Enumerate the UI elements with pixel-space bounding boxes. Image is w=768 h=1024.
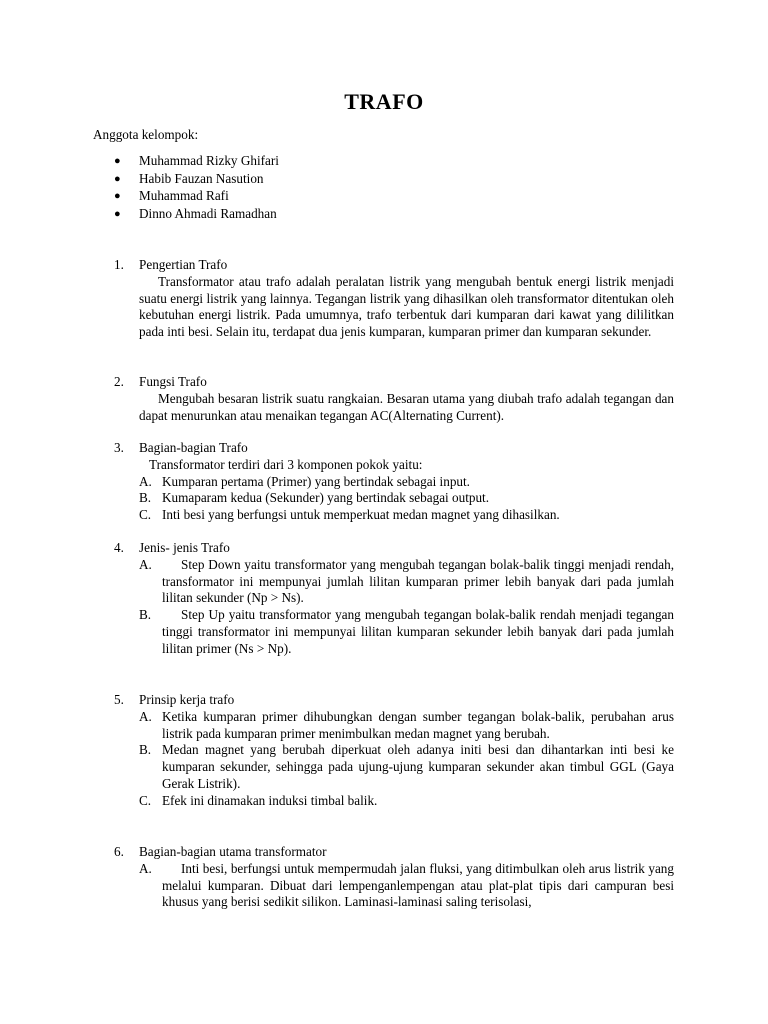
section-jenis	[114, 540, 674, 658]
item-text: Kumparan pertama (Primer) yang bertindak sebagai input.	[162, 473, 470, 489]
member-name: Muhammad Rizky Ghifari	[139, 153, 279, 168]
bullet-icon: ●	[114, 190, 121, 202]
principle-list	[114, 709, 674, 810]
item-text: Inti besi, berfungsi untuk mempermudah jalan fluksi, yang ditimbulkan oleh arus listrik yang melalui kumparan. Dibuat dari lempenganlempengan atau plat-plat tipis dari campuran besi khusus yang berisi sedikit silikon. Laminasi-laminasi saling terisolasi,	[162, 860, 674, 910]
section-number: 5.	[114, 692, 124, 707]
component-list	[114, 474, 674, 524]
item-text: Step Up yaitu transformator yang mengubah tegangan bolak-balik rendah menjadi tegangan tinggi transformator ini mempunyai lilitan kumparan sekunder lebih banyak dari pada jumlah lilitan primer (Ns > Np).	[162, 607, 674, 656]
member-item	[114, 188, 279, 206]
section-title: Bagian-bagian Trafo	[139, 440, 248, 455]
member-item	[114, 206, 279, 224]
member-name: Habib Fauzan Nasution	[139, 170, 264, 186]
item-letter: B.	[139, 742, 152, 758]
section-number: 6.	[114, 844, 124, 859]
item-letter: C.	[139, 792, 152, 808]
item-text: Step Down yaitu transformator yang mengubah tegangan bolak-balik tinggi menjadi rendah, transformator ini mempunyai jumlah lilitan kumparan primer lebih banyak dari pada jumlah lilitan sekunder (Np > Ns).	[162, 556, 674, 606]
section-title: Fungsi Trafo	[139, 374, 207, 389]
list-item	[114, 557, 674, 607]
member-item	[114, 153, 279, 171]
section-paragraph: Mengubah besaran listrik suatu rangkaian. Besaran utama yang diubah trafo adalah tegangan dan dapat menurunkan atau menaikan tegangan AC(Alternating Current).	[139, 390, 674, 423]
section-prinsip	[114, 692, 674, 810]
item-text: Efek ini dinamakan induksi timbal balik.	[162, 792, 378, 808]
section-number: 1.	[114, 257, 124, 272]
list-item	[114, 607, 674, 657]
member-name: Muhammad Rafi	[139, 188, 229, 203]
member-item	[114, 171, 279, 189]
section-title: Pengertian Trafo	[139, 257, 228, 272]
section-fungsi	[114, 374, 674, 424]
list-item	[114, 474, 674, 491]
list-item	[114, 861, 674, 911]
section-paragraph: Transformator terdiri dari 3 komponen pokok yaitu:	[149, 456, 423, 472]
section-number: 3.	[114, 440, 124, 455]
section-title: Prinsip kerja trafo	[139, 692, 235, 707]
members-list	[114, 153, 279, 223]
main-parts-list	[114, 861, 674, 911]
bullet-icon: ●	[114, 172, 121, 185]
section-title: Jenis- jenis Trafo	[139, 540, 230, 555]
type-list	[114, 557, 674, 658]
bullet-icon: ●	[114, 155, 121, 167]
list-item	[114, 793, 674, 810]
section-bagian	[114, 440, 674, 524]
section-paragraph: Transformator atau trafo adalah peralatan listrik yang mengubah bentuk energi listrik menjadi suatu energi listrik yang lainnya. Tegangan listrik yang dihasilkan oleh transformator ditentukan oleh kebutuhan energi listrik. Pada umumnya, trafo terbentuk dari kumparan dari kawat yang dililitkan pada inti besi. Selain itu, terdapat dua jenis kumparan, kumparan primer dan kumparan sekunder.	[139, 273, 674, 340]
member-name: Dinno Ahmadi Ramadhan	[139, 205, 277, 221]
document-title: TRAFO	[344, 89, 424, 114]
bullet-icon: ●	[114, 207, 121, 220]
section-number: 4.	[114, 540, 124, 555]
list-item	[114, 742, 674, 792]
item-letter: C.	[139, 507, 152, 523]
list-item	[114, 507, 674, 524]
item-text: Ketika kumparan primer dihubungkan dengan sumber tegangan bolak-balik, perubahan arus listrik pada kumparan primer menimbulkan medan magnet yang berubah.	[162, 708, 674, 741]
section-pengertian	[114, 257, 674, 341]
section-heading	[114, 692, 674, 709]
section-heading	[114, 257, 674, 274]
item-letter: B.	[139, 607, 152, 623]
item-letter: A.	[139, 556, 152, 572]
section-bagian-utama	[114, 844, 674, 911]
section-heading	[114, 540, 674, 557]
list-item	[114, 709, 674, 743]
item-letter: B.	[139, 490, 152, 506]
members-label: Anggota kelompok:	[93, 127, 199, 142]
section-heading	[114, 374, 674, 391]
section-heading	[114, 440, 674, 457]
item-text: Medan magnet yang berubah diperkuat oleh adanya initi besi dan dihantarkan inti besi ke kumparan sekunder, sehingga pada ujung-ujung kumparan sekunder akan timbul GGL (Gaya Gerak Listrik).	[162, 742, 674, 791]
section-number: 2.	[114, 374, 124, 389]
item-letter: A.	[139, 473, 152, 489]
item-letter: A.	[139, 708, 152, 724]
list-item	[114, 490, 674, 507]
item-text: Inti besi yang berfungsi untuk memperkuat medan magnet yang dihasilkan.	[162, 507, 560, 523]
item-text: Kumaparam kedua (Sekunder) yang bertindak sebagai output.	[162, 490, 490, 506]
section-title: Bagian-bagian utama transformator	[139, 844, 327, 859]
item-letter: A.	[139, 860, 152, 876]
section-heading	[114, 844, 674, 861]
